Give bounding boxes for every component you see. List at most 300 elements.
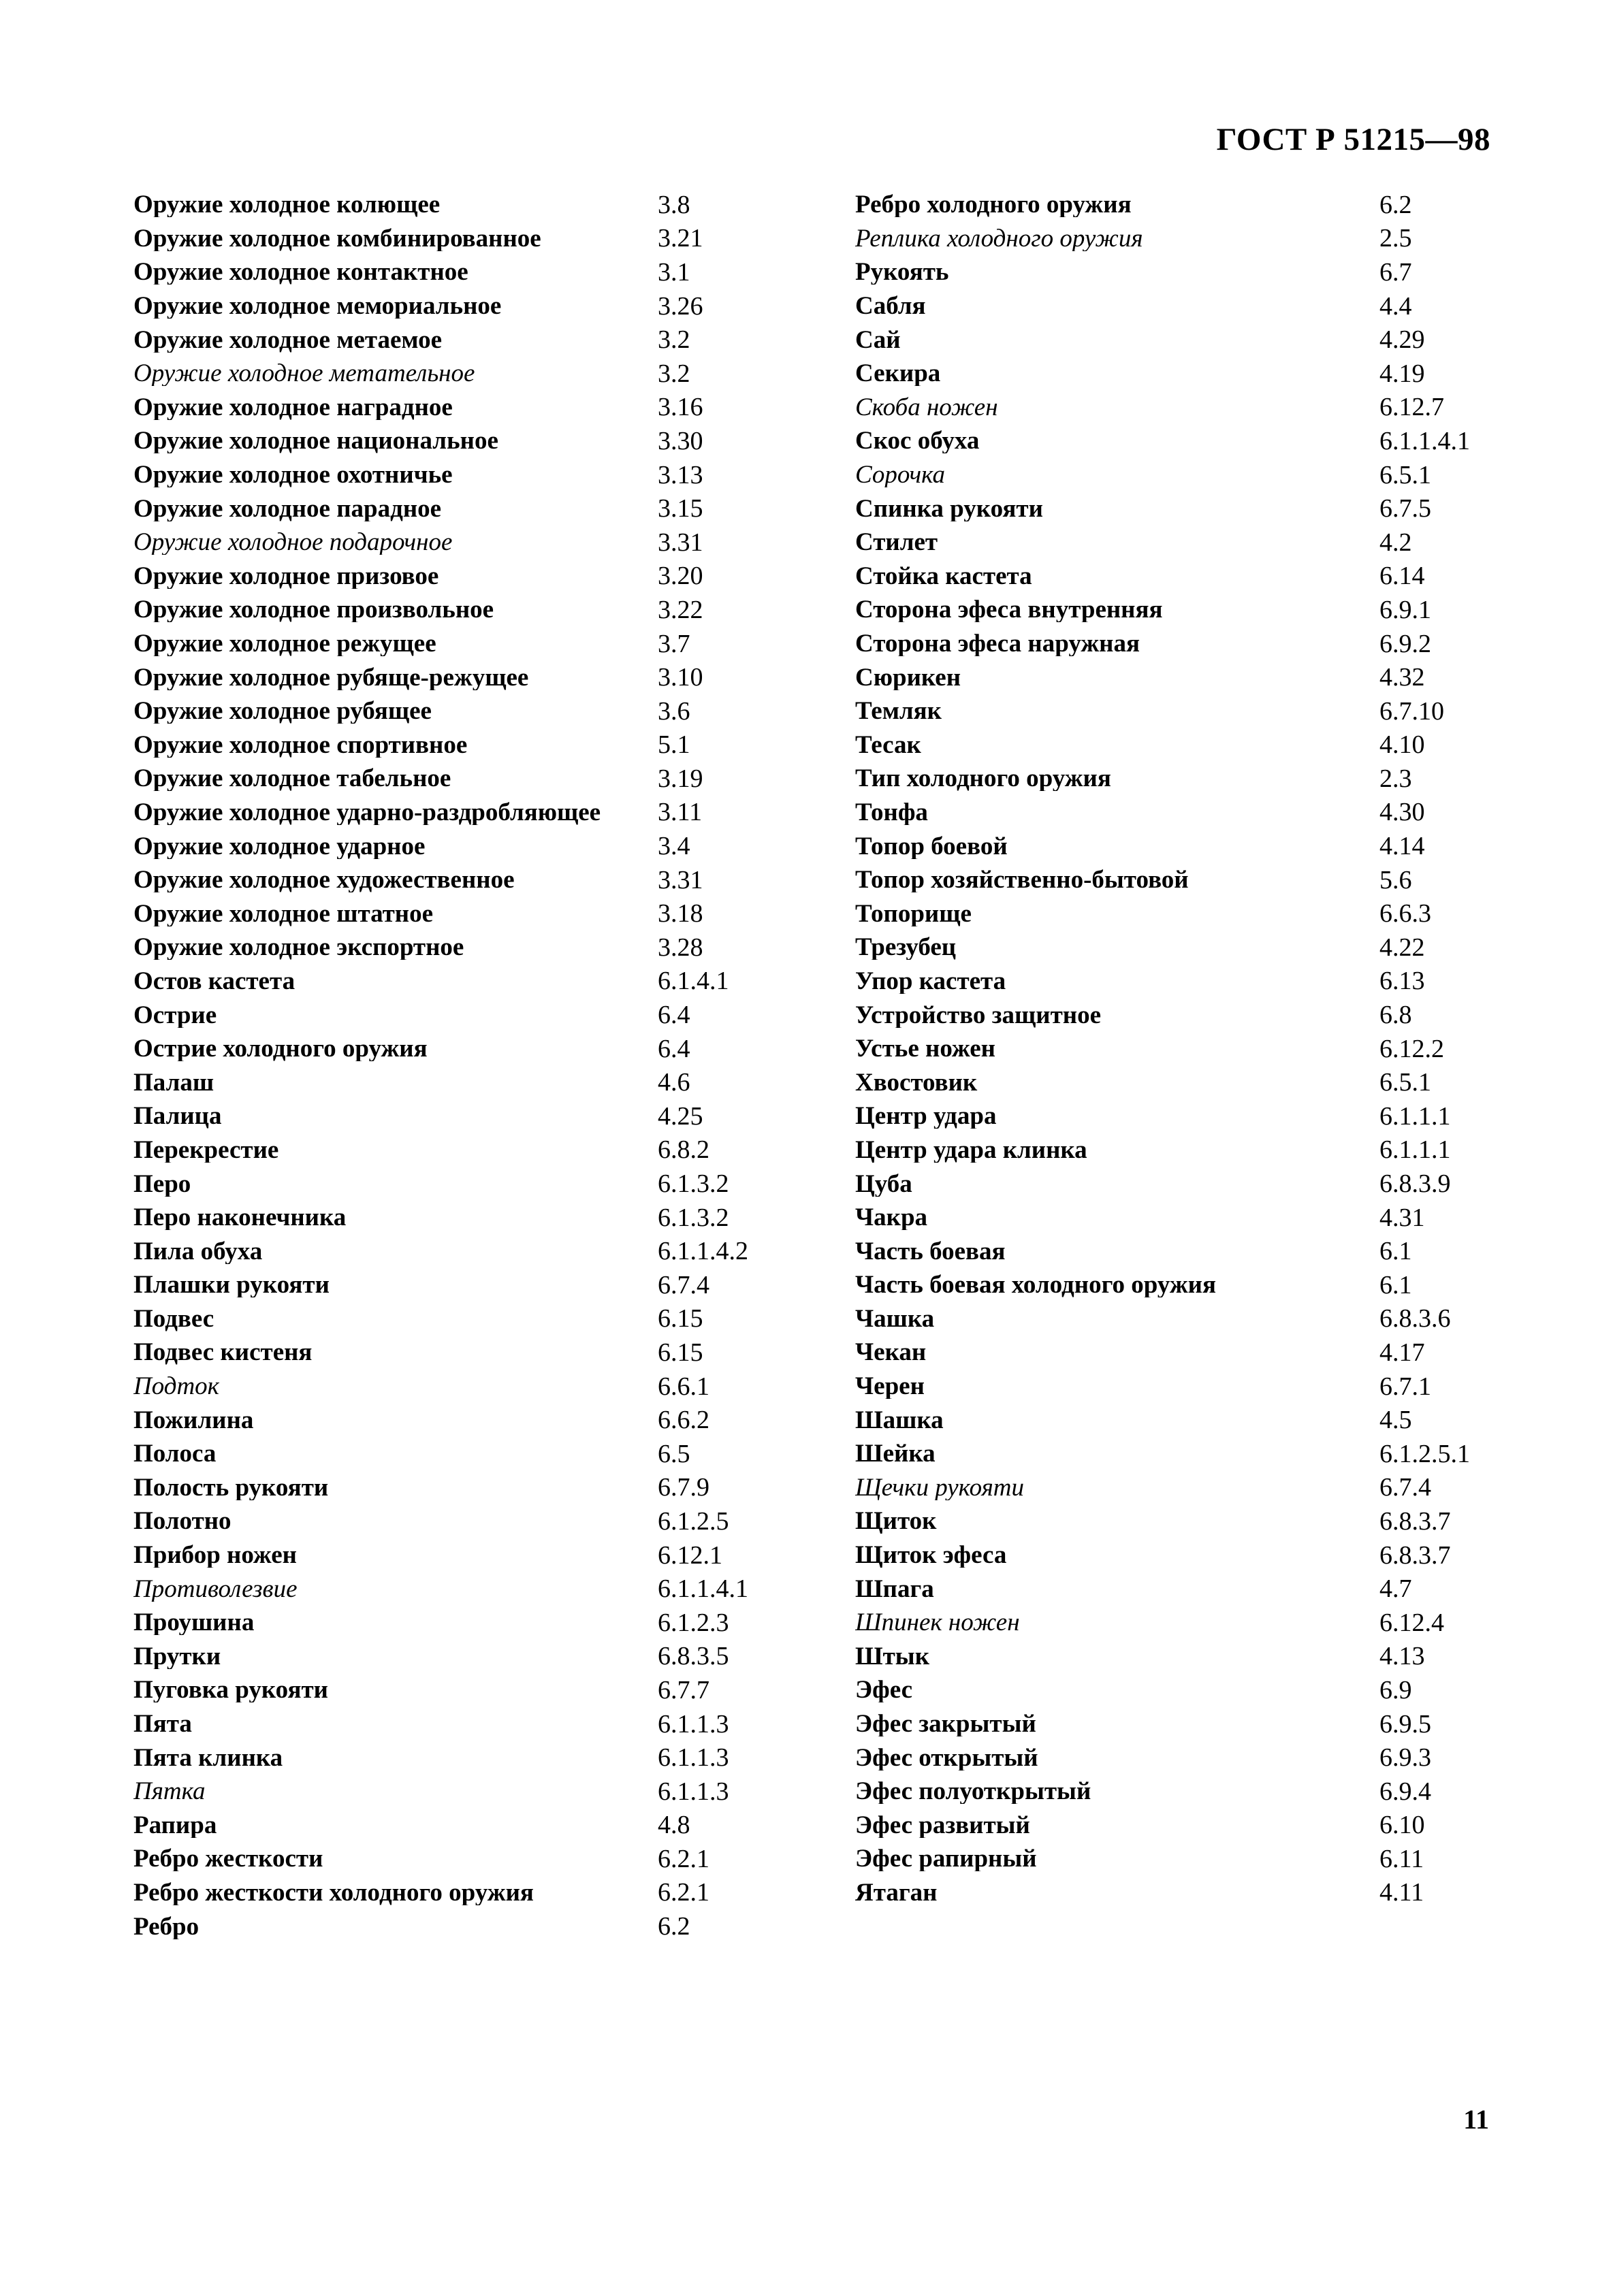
index-entry (855, 593, 1522, 627)
index-entry (855, 965, 1522, 999)
index-reference: 6.8.3.5 (658, 1642, 729, 1671)
index-reference: 6.4 (658, 1001, 690, 1030)
index-entry (855, 829, 1522, 863)
index-term: Пята клинка (133, 1745, 283, 1770)
index-entry (133, 1133, 787, 1167)
index-reference: 6.7.4 (1379, 1473, 1431, 1502)
index-entry (855, 323, 1522, 357)
index-reference: 4.14 (1379, 832, 1425, 861)
index-term: Оружие холодное призовое (133, 563, 439, 589)
index-term: Секира (855, 361, 941, 387)
index-term: Рапира (133, 1812, 217, 1838)
index-term: Шейка (855, 1441, 936, 1467)
index-reference: 3.4 (658, 832, 690, 861)
index-term: Топорище (855, 901, 972, 926)
index-reference: 6.8.3.7 (1379, 1506, 1451, 1536)
index-reference: 6.12.1 (658, 1540, 722, 1570)
index-entry (133, 1336, 787, 1370)
index-reference: 4.31 (1379, 1203, 1425, 1232)
index-entry (133, 796, 787, 830)
index-entry (855, 255, 1522, 289)
index-term: Подвес (133, 1306, 214, 1331)
index-reference: 6.1.1.3 (658, 1777, 729, 1806)
index-term: Пятка (133, 1779, 206, 1805)
index-reference: 6.8 (1379, 1001, 1412, 1030)
index-term: Палица (133, 1103, 222, 1129)
index-entry (133, 222, 787, 256)
index-entry (133, 627, 787, 661)
index-reference: 2.3 (1379, 764, 1412, 793)
index-entry (855, 728, 1522, 762)
index-reference: 3.31 (658, 865, 703, 894)
index-reference: 6.8.2 (658, 1135, 709, 1165)
index-entry (855, 627, 1522, 661)
index-entry (133, 660, 787, 694)
index-entry (855, 1336, 1522, 1370)
index-term: Устройство защитное (855, 1002, 1102, 1028)
index-reference: 4.25 (658, 1101, 703, 1131)
index-reference: 3.31 (658, 528, 703, 557)
index-reference: 3.13 (658, 460, 703, 489)
document-header: ГОСТ Р 51215—98 (1216, 122, 1490, 157)
index-entry (133, 1099, 787, 1133)
index-entry (133, 1302, 787, 1336)
index-term: Спинка рукояти (855, 496, 1043, 521)
index-reference: 6.5.1 (1379, 1068, 1431, 1097)
index-entry (855, 391, 1522, 425)
index-reference: 3.16 (658, 393, 703, 422)
index-term: Часть боевая (855, 1238, 1006, 1264)
index-reference: 6.6.1 (658, 1372, 709, 1401)
index-term: Оружие холодное штатное (133, 901, 434, 926)
index-entry (855, 1471, 1522, 1505)
index-reference: 3.8 (658, 190, 690, 219)
index-entry (133, 1572, 787, 1606)
index-entry (855, 1640, 1522, 1674)
index-reference: 3.28 (658, 933, 703, 962)
index-entry (855, 1268, 1522, 1302)
index-term: Хвостовик (855, 1069, 978, 1095)
index-reference: 6.2 (1379, 190, 1412, 219)
index-term: Острие холодного оружия (133, 1036, 428, 1062)
index-term: Стойка кастета (855, 563, 1032, 589)
index-term: Оружие холодное метаемое (133, 327, 443, 353)
index-term: Остов кастета (133, 968, 296, 994)
index-term: Чашка (855, 1306, 935, 1331)
index-reference: 3.10 (658, 663, 703, 692)
index-entry (855, 458, 1522, 492)
index-entry (133, 526, 787, 560)
index-entry (855, 1302, 1522, 1336)
index-entry (855, 998, 1522, 1032)
index-entry (855, 1167, 1522, 1201)
index-reference: 3.26 (658, 291, 703, 321)
index-term: Ребро жесткости (133, 1846, 323, 1872)
index-term: Пожилина (133, 1407, 254, 1433)
index-term: Оружие холодное табельное (133, 766, 451, 792)
index-term: Оружие холодное охотничье (133, 462, 453, 488)
index-reference: 3.11 (658, 798, 703, 827)
index-term: Оружие холодное рубяще-режущее (133, 664, 529, 690)
index-entry (133, 1403, 787, 1437)
index-reference: 6.15 (658, 1304, 703, 1333)
index-term: Острие (133, 1002, 217, 1028)
index-entry (133, 1032, 787, 1066)
index-term: Полотно (133, 1508, 231, 1534)
index-term: Полоса (133, 1441, 217, 1467)
page-number: 11 (1463, 2104, 1489, 2135)
index-reference: 4.4 (1379, 291, 1412, 321)
index-term: Оружие холодное рубящее (133, 698, 432, 724)
index-reference: 6.2.1 (658, 1878, 709, 1907)
index-entry (855, 1437, 1522, 1471)
index-reference: 6.1.3.2 (658, 1169, 729, 1199)
index-term: Черен (855, 1374, 925, 1400)
index-column-right (855, 188, 1522, 1909)
index-reference: 6.1.1.3 (658, 1743, 729, 1773)
index-reference: 6.7.5 (1379, 494, 1431, 523)
index-entry (855, 1809, 1522, 1843)
index-reference: 6.15 (658, 1338, 703, 1367)
index-entry (133, 728, 787, 762)
index-term: Оружие холодное режущее (133, 631, 436, 657)
index-term: Палаш (133, 1069, 214, 1095)
index-term: Скос обуха (855, 428, 980, 454)
index-term: Штык (855, 1643, 930, 1669)
index-entry (133, 1842, 787, 1876)
index-reference: 6.12.4 (1379, 1608, 1444, 1637)
index-entry (855, 694, 1522, 728)
index-reference: 6.8.3.7 (1379, 1540, 1451, 1570)
index-term: Шашка (855, 1407, 944, 1433)
index-entry (855, 560, 1522, 594)
index-entry (855, 1707, 1522, 1741)
index-entry (133, 1471, 787, 1505)
index-term: Полость рукояти (133, 1474, 329, 1500)
index-reference: 3.15 (658, 494, 703, 523)
index-reference: 4.32 (1379, 663, 1425, 692)
index-entry (133, 1775, 787, 1809)
index-entry (133, 1538, 787, 1572)
index-entry (133, 1640, 787, 1674)
index-reference: 4.13 (1379, 1642, 1425, 1671)
index-entry (855, 762, 1522, 796)
index-term: Оружие холодное парадное (133, 496, 442, 521)
index-term: Оружие холодное комбинированное (133, 225, 541, 251)
index-term: Перо наконечника (133, 1205, 347, 1231)
index-term: Упор кастета (855, 968, 1006, 994)
index-entry (133, 1809, 787, 1843)
index-reference: 6.1 (1379, 1237, 1412, 1266)
index-reference: 6.9.4 (1379, 1777, 1431, 1806)
index-reference: 3.21 (658, 224, 703, 253)
index-entry (855, 1099, 1522, 1133)
index-entry (855, 1876, 1522, 1910)
index-entry (133, 458, 787, 492)
index-reference: 3.7 (658, 629, 690, 658)
index-reference: 3.20 (658, 562, 703, 591)
index-reference: 6.1.2.3 (658, 1608, 729, 1637)
index-reference: 6.10 (1379, 1811, 1425, 1840)
index-reference: 4.8 (658, 1811, 690, 1840)
index-entry (133, 424, 787, 458)
index-entry (855, 863, 1522, 897)
index-term: Оружие холодное ударное (133, 833, 426, 859)
index-term: Оружие холодное спортивное (133, 732, 468, 758)
index-term: Перо (133, 1171, 191, 1197)
index-reference: 6.1.1.1 (1379, 1101, 1451, 1131)
index-entry (133, 188, 787, 222)
index-term: Подвес кистеня (133, 1340, 313, 1365)
index-entry (855, 1065, 1522, 1099)
index-entry (133, 1606, 787, 1640)
index-reference: 4.22 (1379, 933, 1425, 962)
index-term: Трезубец (855, 935, 957, 960)
index-term: Плашки рукояти (133, 1272, 330, 1298)
index-reference: 4.19 (1379, 359, 1425, 388)
index-entry (855, 1673, 1522, 1707)
index-entry (855, 796, 1522, 830)
index-reference: 6.11 (1379, 1844, 1424, 1873)
index-term: Эфес полуоткрытый (855, 1779, 1091, 1805)
index-reference: 6.6.3 (1379, 899, 1431, 928)
index-term: Оружие холодное наградное (133, 394, 453, 420)
index-reference: 6.8.3.6 (1379, 1304, 1451, 1333)
index-entry (855, 526, 1522, 560)
index-entry (133, 931, 787, 965)
index-term: Сторона эфеса внутренняя (855, 597, 1163, 623)
index-entry (133, 1370, 787, 1404)
index-term: Темляк (855, 698, 942, 724)
index-reference: 6.1.4.1 (658, 967, 729, 996)
index-entry (855, 1234, 1522, 1268)
index-entry (855, 1572, 1522, 1606)
index-reference: 6.9.5 (1379, 1709, 1431, 1739)
index-entry (133, 1876, 787, 1910)
index-entry (855, 188, 1522, 222)
index-term: Эфес рапирный (855, 1846, 1037, 1872)
index-entry (855, 1775, 1522, 1809)
index-entry (855, 1370, 1522, 1404)
index-term: Центр удара (855, 1103, 997, 1129)
index-term: Скоба ножен (855, 394, 998, 420)
index-term: Эфес развитый (855, 1812, 1030, 1838)
index-entry (133, 829, 787, 863)
index-term: Подток (133, 1374, 219, 1400)
index-term: Пуговка рукояти (133, 1677, 328, 1703)
index-reference: 6.4 (658, 1034, 690, 1063)
index-entry (855, 1032, 1522, 1066)
index-entry (855, 931, 1522, 965)
index-term: Топор хозяйственно-бытовой (855, 867, 1189, 893)
index-term: Центр удара клинка (855, 1137, 1087, 1163)
index-reference: 6.1.3.2 (658, 1203, 729, 1232)
index-term: Устье ножен (855, 1036, 995, 1062)
index-reference: 6.2.1 (658, 1844, 709, 1873)
index-term: Щиток эфеса (855, 1542, 1007, 1568)
index-reference: 6.9.3 (1379, 1743, 1431, 1773)
index-entry (133, 1437, 787, 1471)
index-term: Ребро холодного оружия (855, 192, 1132, 218)
index-reference: 6.7.9 (658, 1473, 709, 1502)
index-term: Оружие холодное национальное (133, 428, 498, 454)
index-reference: 6.2 (658, 1912, 690, 1941)
index-reference: 6.13 (1379, 967, 1425, 996)
index-reference: 4.17 (1379, 1338, 1425, 1367)
index-term: Оружие холодное метательное (133, 361, 475, 387)
index-entry (855, 1403, 1522, 1437)
index-reference: 6.12.2 (1379, 1034, 1444, 1063)
index-term: Тесак (855, 732, 921, 758)
index-reference: 6.7 (1379, 257, 1412, 287)
index-term: Рукоять (855, 259, 949, 285)
index-term: Топор боевой (855, 833, 1008, 859)
index-reference: 6.5 (658, 1439, 690, 1468)
index-entry (133, 391, 787, 425)
index-entry (133, 357, 787, 391)
index-reference: 6.9 (1379, 1675, 1412, 1704)
index-reference: 6.1.1.3 (658, 1709, 729, 1739)
index-entry (133, 1268, 787, 1302)
index-entry (133, 1504, 787, 1538)
index-reference: 3.1 (658, 257, 690, 287)
index-entry (133, 255, 787, 289)
index-term: Чекан (855, 1340, 927, 1365)
index-term: Сорочка (855, 462, 946, 488)
index-term: Щечки рукояти (855, 1474, 1024, 1500)
index-entry (133, 1065, 787, 1099)
index-reference: 6.12.7 (1379, 393, 1444, 422)
index-entry (133, 1234, 787, 1268)
index-entry (855, 1201, 1522, 1235)
index-reference: 6.8.3.9 (1379, 1169, 1451, 1199)
index-term: Пила обуха (133, 1238, 263, 1264)
index-reference: 6.7.10 (1379, 696, 1444, 726)
index-reference: 6.5.1 (1379, 460, 1431, 489)
index-term: Перекрестие (133, 1137, 279, 1163)
index-entry (855, 1504, 1522, 1538)
index-reference: 6.7.4 (658, 1270, 709, 1299)
index-term: Реплика холодного оружия (855, 225, 1143, 251)
index-term: Проушина (133, 1610, 255, 1636)
index-entry (133, 1167, 787, 1201)
index-reference: 4.6 (658, 1068, 690, 1097)
index-reference: 3.30 (658, 426, 703, 455)
index-reference: 6.1.1.4.1 (1379, 426, 1470, 455)
index-term: Сай (855, 327, 901, 353)
index-term: Оружие холодное колющее (133, 192, 441, 218)
index-term: Ребро жесткости холодного оружия (133, 1879, 534, 1905)
index-reference: 6.9.2 (1379, 629, 1431, 658)
index-entry (855, 660, 1522, 694)
index-entry (133, 1707, 787, 1741)
index-term: Прутки (133, 1643, 221, 1669)
index-entry (133, 1741, 787, 1775)
index-reference: 3.18 (658, 899, 703, 928)
index-reference: 6.1 (1379, 1270, 1412, 1299)
index-entry (133, 593, 787, 627)
index-entry (855, 491, 1522, 526)
index-term: Противолезвие (133, 1576, 298, 1602)
index-term: Сторона эфеса наружная (855, 631, 1140, 657)
index-entry (133, 863, 787, 897)
index-reference: 6.7.1 (1379, 1372, 1431, 1401)
index-entry (133, 965, 787, 999)
index-entry (855, 289, 1522, 323)
index-reference: 4.30 (1379, 798, 1425, 827)
index-reference: 3.2 (658, 325, 690, 355)
index-entry (133, 491, 787, 526)
index-term: Оружие холодное контактное (133, 259, 468, 285)
index-reference: 4.5 (1379, 1406, 1412, 1435)
index-term: Оружие холодное мемориальное (133, 293, 502, 319)
index-entry (133, 323, 787, 357)
index-reference: 6.1.1.4.1 (658, 1574, 748, 1604)
index-reference: 6.9.1 (1379, 595, 1431, 624)
index-entry (855, 424, 1522, 458)
index-reference: 5.1 (658, 730, 690, 760)
index-term: Оружие холодное ударно-раздробляющее (133, 799, 601, 825)
index-term: Стилет (855, 530, 938, 555)
index-entry (855, 1538, 1522, 1572)
index-entry (855, 1741, 1522, 1775)
index-reference: 4.29 (1379, 325, 1425, 355)
index-term: Щиток (855, 1508, 937, 1534)
index-reference: 5.6 (1379, 865, 1412, 894)
index-entry (133, 1909, 787, 1943)
index-entry (855, 222, 1522, 256)
index-reference: 4.11 (1379, 1878, 1424, 1907)
index-term: Сабля (855, 293, 926, 319)
index-reference: 6.1.2.5 (658, 1506, 729, 1536)
index-term: Тонфа (855, 799, 928, 825)
index-term: Тип холодного оружия (855, 766, 1111, 792)
index-reference: 6.1.1.4.2 (658, 1237, 748, 1266)
index-term: Оружие холодное экспортное (133, 935, 464, 960)
index-term: Шпага (855, 1576, 934, 1602)
index-term: Сюрикен (855, 664, 961, 690)
index-entry (855, 896, 1522, 931)
index-entry (133, 1673, 787, 1707)
index-entry (133, 762, 787, 796)
index-term: Оружие холодное художественное (133, 867, 515, 893)
index-term: Шпинек ножен (855, 1610, 1020, 1636)
index-reference: 6.1.1.1 (1379, 1135, 1451, 1165)
index-reference: 3.22 (658, 595, 703, 624)
index-reference: 4.10 (1379, 730, 1425, 760)
index-entry (855, 1606, 1522, 1640)
index-reference: 3.2 (658, 359, 690, 388)
index-column-left (133, 188, 787, 1943)
index-term: Цуба (855, 1171, 912, 1197)
index-entry (133, 289, 787, 323)
index-term: Оружие холодное подарочное (133, 530, 453, 555)
index-reference: 2.5 (1379, 224, 1412, 253)
index-term: Ятаган (855, 1879, 938, 1905)
index-term: Чакра (855, 1205, 928, 1231)
index-entry (133, 560, 787, 594)
index-entry (855, 1842, 1522, 1876)
index-term: Эфес открытый (855, 1745, 1038, 1770)
index-term: Оружие холодное произвольное (133, 597, 494, 623)
index-entry (133, 998, 787, 1032)
index-reference: 6.1.2.5.1 (1379, 1439, 1470, 1468)
index-term: Эфес закрытый (855, 1711, 1036, 1737)
index-term: Прибор ножен (133, 1542, 297, 1568)
index-reference: 3.6 (658, 696, 690, 726)
index-reference: 3.19 (658, 764, 703, 793)
index-reference: 6.14 (1379, 562, 1425, 591)
